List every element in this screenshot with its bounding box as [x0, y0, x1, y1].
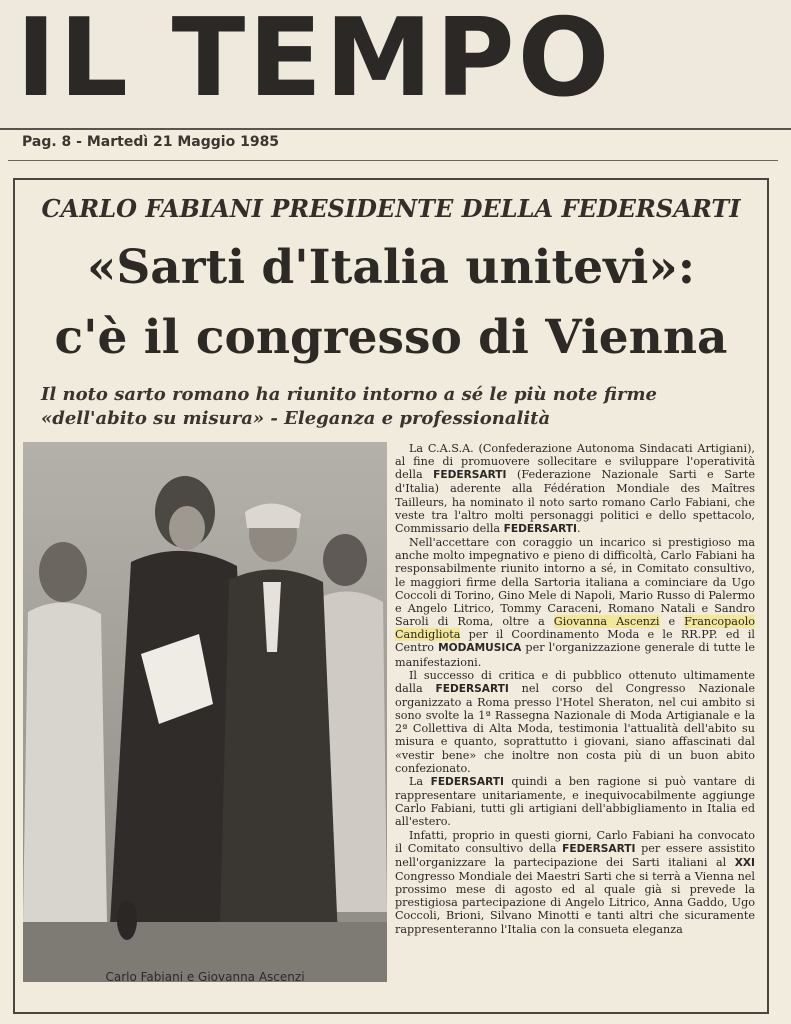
highlighted-name: Francopaolo Candigliota	[395, 615, 756, 642]
photo-illustration	[23, 442, 387, 982]
paragraph-4: La FEDERSARTI quindi a ben ragione si può vantare di rappresentare unitariamente, e inequivocabilmente aggiunge Carlo Fabiani, tutti gli artigiani dell'abbigliamento in Italia ed all'estero.	[395, 774, 756, 829]
photo-caption: Carlo Fabiani e Giovanna Ascenzi	[105, 970, 305, 984]
paragraph-3: Il successo di critica e di pubblico ottenuto ultimamente dalla FEDERSARTI nel corso del Congresso Nazionale organizzato a Roma presso l'Hotel Sheraton, nel cui ambito si sono svolte la 1ª Rassegna Nazionale di Moda Artigianale e la 2ª Collettiva di Alta Moda, testimonia l'attualità dell'abito su misura e quanto, soprattutto i giovani, siano affascinati dal «vestir bene» che inoltre non costa più di un buon abito confezionato.	[395, 668, 755, 775]
headline-line-1: «Sarti d'Italia unitevi»:	[86, 240, 696, 295]
paragraph-5: Infatti, proprio in questi giorni, Carlo Fabiani ha convocato il Comitato consultivo della FEDERSARTI per essere assistito nell'organizzare la partecipazione dei Sarti italiani al XXI Congresso Mondiale dei Maestri Sarti che si terrà a Vienna nel prossimo mese di agosto ed al quale già si prevede la prestigiosa partecipazione di Angelo Litrico, Anna Gaddo, Ugo Coccoli, Brioni, Silvano Minotti e tanti altri che sicuramente rappresenteranno l'Italia con la consueta eleganza	[395, 828, 755, 936]
paragraph-1: La C.A.S.A. (Confederazione Autonoma Sindacati Artigiani), al fine di promuovere sollecitare e sviluppare l'operatività della FEDERSARTI (Federazione Nazionale Sarti e Sarte d'Italia) aderente alla Fédération Mondiale des Maîtres Tailleurs, ha nominato il noto sarto romano Carlo Fabiani, che veste tra l'altro molti personaggi politici e dello spettacolo, Commissario della FEDERSARTI.	[395, 442, 755, 535]
dateline: Pag. 8 - Martedì 21 Maggio 1985	[22, 134, 280, 150]
masthead	[0, 0, 791, 130]
article-body	[395, 442, 755, 936]
kicker: CARLO FABIANI PRESIDENTE DELLA FEDERSARTI	[41, 194, 741, 223]
article-photo	[23, 442, 387, 982]
highlighted-name: Giovanna Ascenzi	[553, 615, 660, 629]
headline-line-2: c'è il congresso di Vienna	[54, 310, 728, 365]
paragraph-2: Nell'accettare con coraggio un incarico si prestigioso ma anche molto impegnativo e pieno di difficoltà, Carlo Fabiani ha responsabilmente riunito intorno a sé, in Comitato consultivo, le maggiori firme della Sartoria italiana a cominciare da Ugo Coccoli di Torino, Gino Mele di Napoli, Mario Russo di Palermo e Angelo Litrico, Tommy Caraceni, Romano Natali e Sandro Saroli di Roma, oltre a Giovanna Ascenzi e Francopaolo Candigliota per il Coordinamento Moda e le RR.PP. ed il Centro MODAMUSICA per l'organizzazione generale di tutte le manifestazioni.	[395, 536, 756, 669]
subheadline: Il noto sarto romano ha riunito intorno a sé le più note firme «dell'abito su misura» - Eleganza e professionalità	[41, 384, 657, 429]
article-clipping	[13, 178, 769, 1014]
dateline-rule	[8, 160, 778, 161]
newspaper-title: IL TEMPO	[16, 0, 613, 121]
